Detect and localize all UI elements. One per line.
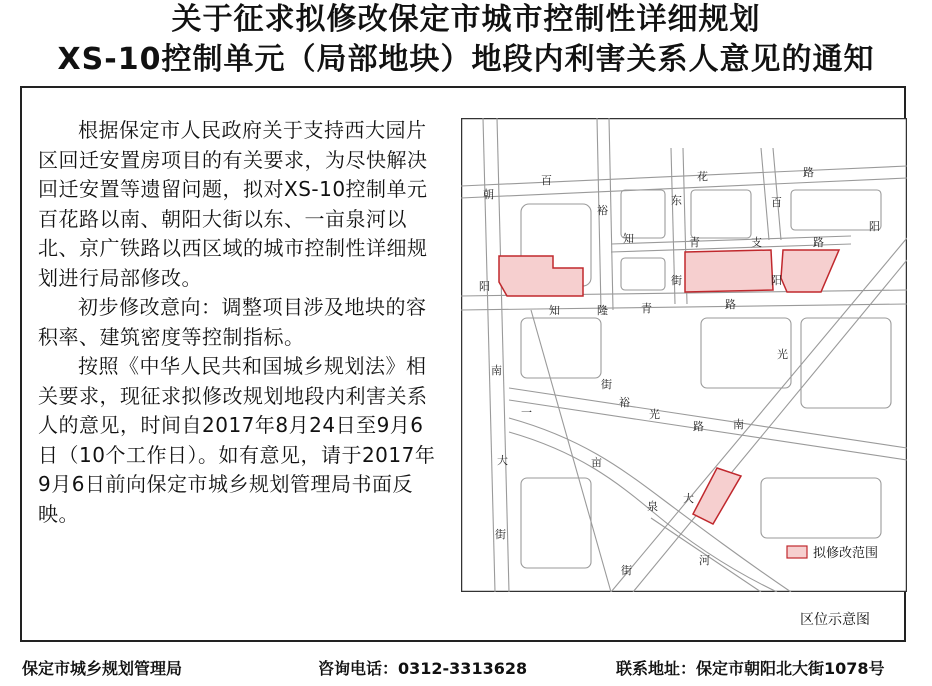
map-label: 裕	[597, 204, 608, 217]
map-label: 路	[803, 166, 814, 179]
map-label: 东	[671, 194, 682, 207]
paragraph-consultation: 按照《中华人民共和国城乡规划法》相关要求，现征求拟修改规划地段内利害关系人的意见，时间自2017年8月24日至9月6日（10个工作日）。如有意见，请于2017年9月6日前向保定市城乡规划管理局书面反映。	[38, 354, 436, 526]
map-label: 隆	[597, 304, 608, 317]
location-map	[461, 118, 907, 592]
map-label: 街	[621, 564, 632, 577]
map-label: 百	[771, 196, 782, 209]
map-label: 南	[491, 364, 502, 377]
map-label: 路	[725, 298, 736, 311]
map-label: 阳	[869, 220, 880, 233]
map-label: 朝	[483, 188, 494, 201]
map-label: 泉	[647, 500, 658, 513]
map-caption: 区位示意图	[800, 612, 870, 628]
map-label: 青	[689, 236, 700, 249]
map-label: 裕	[619, 396, 630, 409]
map-label: 大	[497, 454, 508, 467]
map-label: 街	[495, 528, 506, 541]
map-label: 花	[697, 170, 708, 183]
map-legend	[787, 545, 878, 561]
map-label: 一	[521, 406, 532, 419]
map-label: 南	[733, 418, 744, 431]
map-label: 大	[683, 492, 694, 505]
map-label: 知	[623, 232, 634, 245]
map-label: 街	[671, 274, 682, 287]
map-label: 阳	[479, 280, 490, 293]
map-label: 光	[649, 408, 660, 421]
map-label: 光	[777, 348, 788, 361]
legend-label: 拟修改范围	[813, 546, 879, 561]
map-label: 街	[601, 378, 612, 391]
footer-address: 联系地址：保定市朝阳北大街1078号	[616, 659, 885, 678]
map-label: 支	[751, 236, 762, 249]
footer-phone: 咨询电话：0312-3313628	[318, 659, 528, 678]
title-line-2: XS-10控制单元（局部地块）地段内利害关系人意见的通知	[57, 42, 875, 77]
map-label: 亩	[591, 456, 602, 469]
legend-swatch	[787, 546, 807, 558]
map-label: 路	[813, 236, 824, 249]
map-label: 青	[641, 302, 652, 315]
map-label: 河	[699, 554, 710, 567]
paragraph-background: 根据保定市人民政府关于支持西大园片区回迁安置房项目的有关要求，为尽快解决回迁安置等遗留问题，拟对XS-10控制单元百花路以南、朝阳大街以东、一亩泉河以北、京广铁路以西区域的城市控制性详细规划进行局部修改。	[38, 118, 428, 290]
plot-center	[685, 250, 773, 292]
notice-body	[38, 116, 442, 529]
paragraph-intent: 初步修改意向：调整项目涉及地块的容积率、建筑密度等控制指标。	[38, 295, 427, 349]
map-label: 阳	[771, 274, 782, 287]
footer-organization: 保定市城乡规划管理局	[22, 659, 183, 678]
map-label: 百	[541, 174, 552, 187]
map-label: 路	[693, 420, 704, 433]
title-line-1: 关于征求拟修改保定市城市控制性详细规划	[171, 2, 761, 37]
map-label: 知	[549, 304, 560, 317]
